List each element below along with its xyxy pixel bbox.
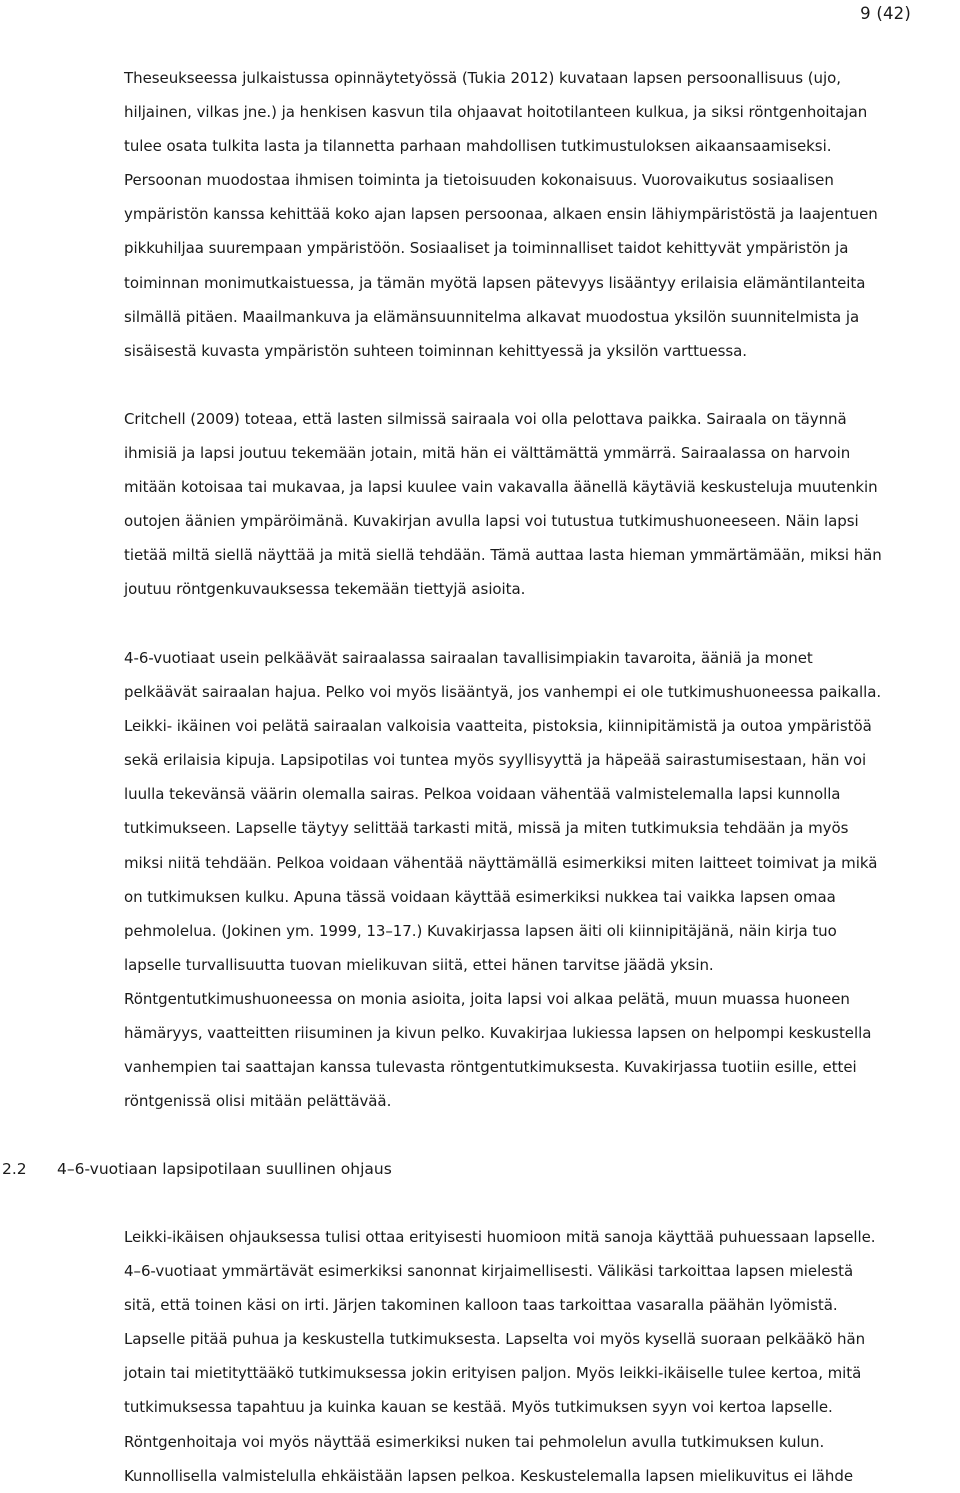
- text-line: hiljainen, vilkas jne.) ja henkisen kasvun tila ohjaavat hoitotilanteen kulkua, ja siksi röntgenhoitajan: [124, 103, 868, 122]
- text-line: luulla tekevänsä väärin olemalla sairas. Pelkoa voidaan vähentää valmistelemalla lapsi kunnolla: [124, 785, 841, 804]
- text-line: joutuu röntgenkuvauksessa tekemään tiettyjä asioita.: [124, 580, 526, 599]
- text-line: Röntgenhoitaja voi myös näyttää esimerkiksi nuken tai pehmolelun avulla tutkimuksen kulun.: [124, 1432, 825, 1451]
- text-line: hämäryys, vaatteitten riisuminen ja kivun pelko. Kuvakirjaa lukiessa lapsen on helpompi keskustella: [124, 1024, 872, 1043]
- text-line: pehmolelua. (Jokinen ym. 1999, 13–17.) Kuvakirjassa lapsen äiti oli kiinnipitäjänä, näin kirja tuo: [124, 921, 837, 940]
- text-line: röntgenissä olisi mitään pelättävää.: [124, 1092, 392, 1111]
- text-line: tulee osata tulkita lasta ja tilannetta parhaan mahdollisen tutkimustuloksen aikaansaamiseksi.: [124, 137, 832, 156]
- text-line: Leikki-ikäisen ohjauksessa tulisi ottaa erityisesti huomioon mitä sanoja käyttää puhuessaan lapselle.: [124, 1228, 876, 1246]
- text-line: pelkäävät sairaalan hajua. Pelko voi myös lisääntyä, jos vanhempi ei ole tutkimushuoneessa paikalla.: [124, 683, 882, 702]
- text-line: Kunnollisella valmistelulla ehkäistään lapsen pelkoa. Keskustelemalla lapsen mielikuvitus ei lähde: [124, 1466, 854, 1485]
- text-line: outojen äänien ympäröimänä. Kuvakirjan avulla lapsi voi tutustua tutkimushuoneeseen. Näin lapsi: [124, 512, 859, 531]
- text-line: Persoonan muodostaa ihmisen toiminta ja tietoisuuden kokonaisuus. Vuorovaikutus sosiaalisen: [124, 171, 834, 190]
- text-line: miksi niitä tehdään. Pelkoa voidaan vähentää näyttämällä esimerkiksi miten laitteet toimivat ja mikä: [124, 853, 878, 872]
- text-line: tutkimuksessa tapahtuu ja kuinka kauan se kestää. Myös tutkimuksen syyn voi kertoa lapselle.: [124, 1398, 833, 1417]
- paragraph-verbal-guidance: [124, 1220, 960, 1493]
- text-line: silmällä pitäen. Maailmankuva ja elämänsuunnitelma alkavat muodostua yksilön suunnitelmista ja: [124, 307, 860, 326]
- text-line: tutkimukseen. Lapselle täytyy selittää tarkasti mitä, missä ja miten tutkimuksia tehdään ja myös: [124, 819, 849, 838]
- text-line: sisäisestä kuvasta ympäristön suhteen toiminnan kehittyessä ja yksilön varttuessa.: [124, 341, 747, 360]
- text-line: on tutkimuksen kulku. Apuna tässä voidaan käyttää esimerkiksi nukkea tai vaikka lapsen omaa: [124, 887, 836, 906]
- paragraph-hospital-fear: [124, 402, 960, 607]
- text-line: vanhempien tai saattajan kanssa tulevasta röntgentutkimuksesta. Kuvakirjassa tuotiin esille, ettei: [124, 1058, 857, 1077]
- text-line: lapselle turvallisuutta tuovan mielikuvan siitä, ettei hänen tarvitse jäädä yksin.: [124, 955, 714, 974]
- text-line: mitään kotoisaa tai mukavaa, ja lapsi kuulee vain vakavalla äänellä käytäviä keskusteluja muutenkin: [124, 478, 878, 497]
- text-line: tietää miltä siellä näyttää ja mitä siellä tehdään. Tämä auttaa lasta hieman ymmärtämään, miksi hän: [124, 546, 882, 565]
- text-line: 4-6-vuotiaat usein pelkäävät sairaalassa sairaalan tavallisimpiakin tavaroita, ääniä ja monet: [124, 649, 813, 667]
- paragraph-child-fears: [124, 641, 960, 1118]
- section-title: 4–6-vuotiaan lapsipotilaan suullinen ohjaus: [57, 1160, 392, 1178]
- text-line: ihmisiä ja lapsi joutuu tekemään jotain, mitä hän ei välttämättä ymmärrä. Sairaalassa on harvoin: [124, 444, 851, 463]
- text-line: sekä erilaisia kipuja. Lapsipotilas voi tuntea myös syyllisyyttä ja häpeää sairastumisestaan, hän voi: [124, 751, 867, 770]
- text-line: Lapselle pitää puhua ja keskustella tutkimuksesta. Lapselta voi myös kysellä suoraan pelkääkö hän: [124, 1330, 866, 1349]
- text-line: 4–6-vuotiaat ymmärtävät esimerkiksi sanonnat kirjaimellisesti. Välikäsi tarkoittaa lapsen mielestä: [124, 1262, 854, 1281]
- text-line: pikkuhiljaa suurempaan ympäristöön. Sosiaaliset ja toiminnalliset taidot kehittyvät ympäristön ja: [124, 239, 849, 258]
- page-number: 9 (42): [860, 4, 911, 23]
- paragraph-personality: [124, 61, 960, 368]
- text-line: sitä, että toinen käsi on irti. Järjen takominen kalloon taas tarkoittaa vasaralla päähän lyömistä.: [124, 1296, 838, 1315]
- text-line: Theseukseessa julkaistussa opinnäytetyössä (Tukia 2012) kuvataan lapsen persoonallisuus (ujo,: [124, 69, 841, 87]
- text-line: Röntgentutkimushuoneessa on monia asioita, joita lapsi voi alkaa pelätä, muun muassa huoneen: [124, 989, 850, 1008]
- text-line: ympäristön kanssa kehittää koko ajan lapsen persoonaa, alkaen ensin lähiympäristöstä ja laajentuen: [124, 205, 878, 224]
- text-line: toiminnan monimutkaistuessa, ja tämän myötä lapsen pätevyys lisääntyy erilaisia elämäntilanteita: [124, 273, 866, 292]
- text-line: jotain tai mietityttääkö tutkimuksessa jokin erityisen paljon. Myös leikki-ikäiselle tulee kertoa, mitä: [124, 1364, 862, 1383]
- text-line: Critchell (2009) toteaa, että lasten silmissä sairaala voi olla pelottava paikka. Sairaala on täynnä: [124, 410, 847, 428]
- section-number: 2.2: [2, 1160, 27, 1178]
- text-line: Leikki- ikäinen voi pelätä sairaalan valkoisia vaatteita, pistoksia, kiinnipitämistä ja outoa ympäristöä: [124, 717, 872, 736]
